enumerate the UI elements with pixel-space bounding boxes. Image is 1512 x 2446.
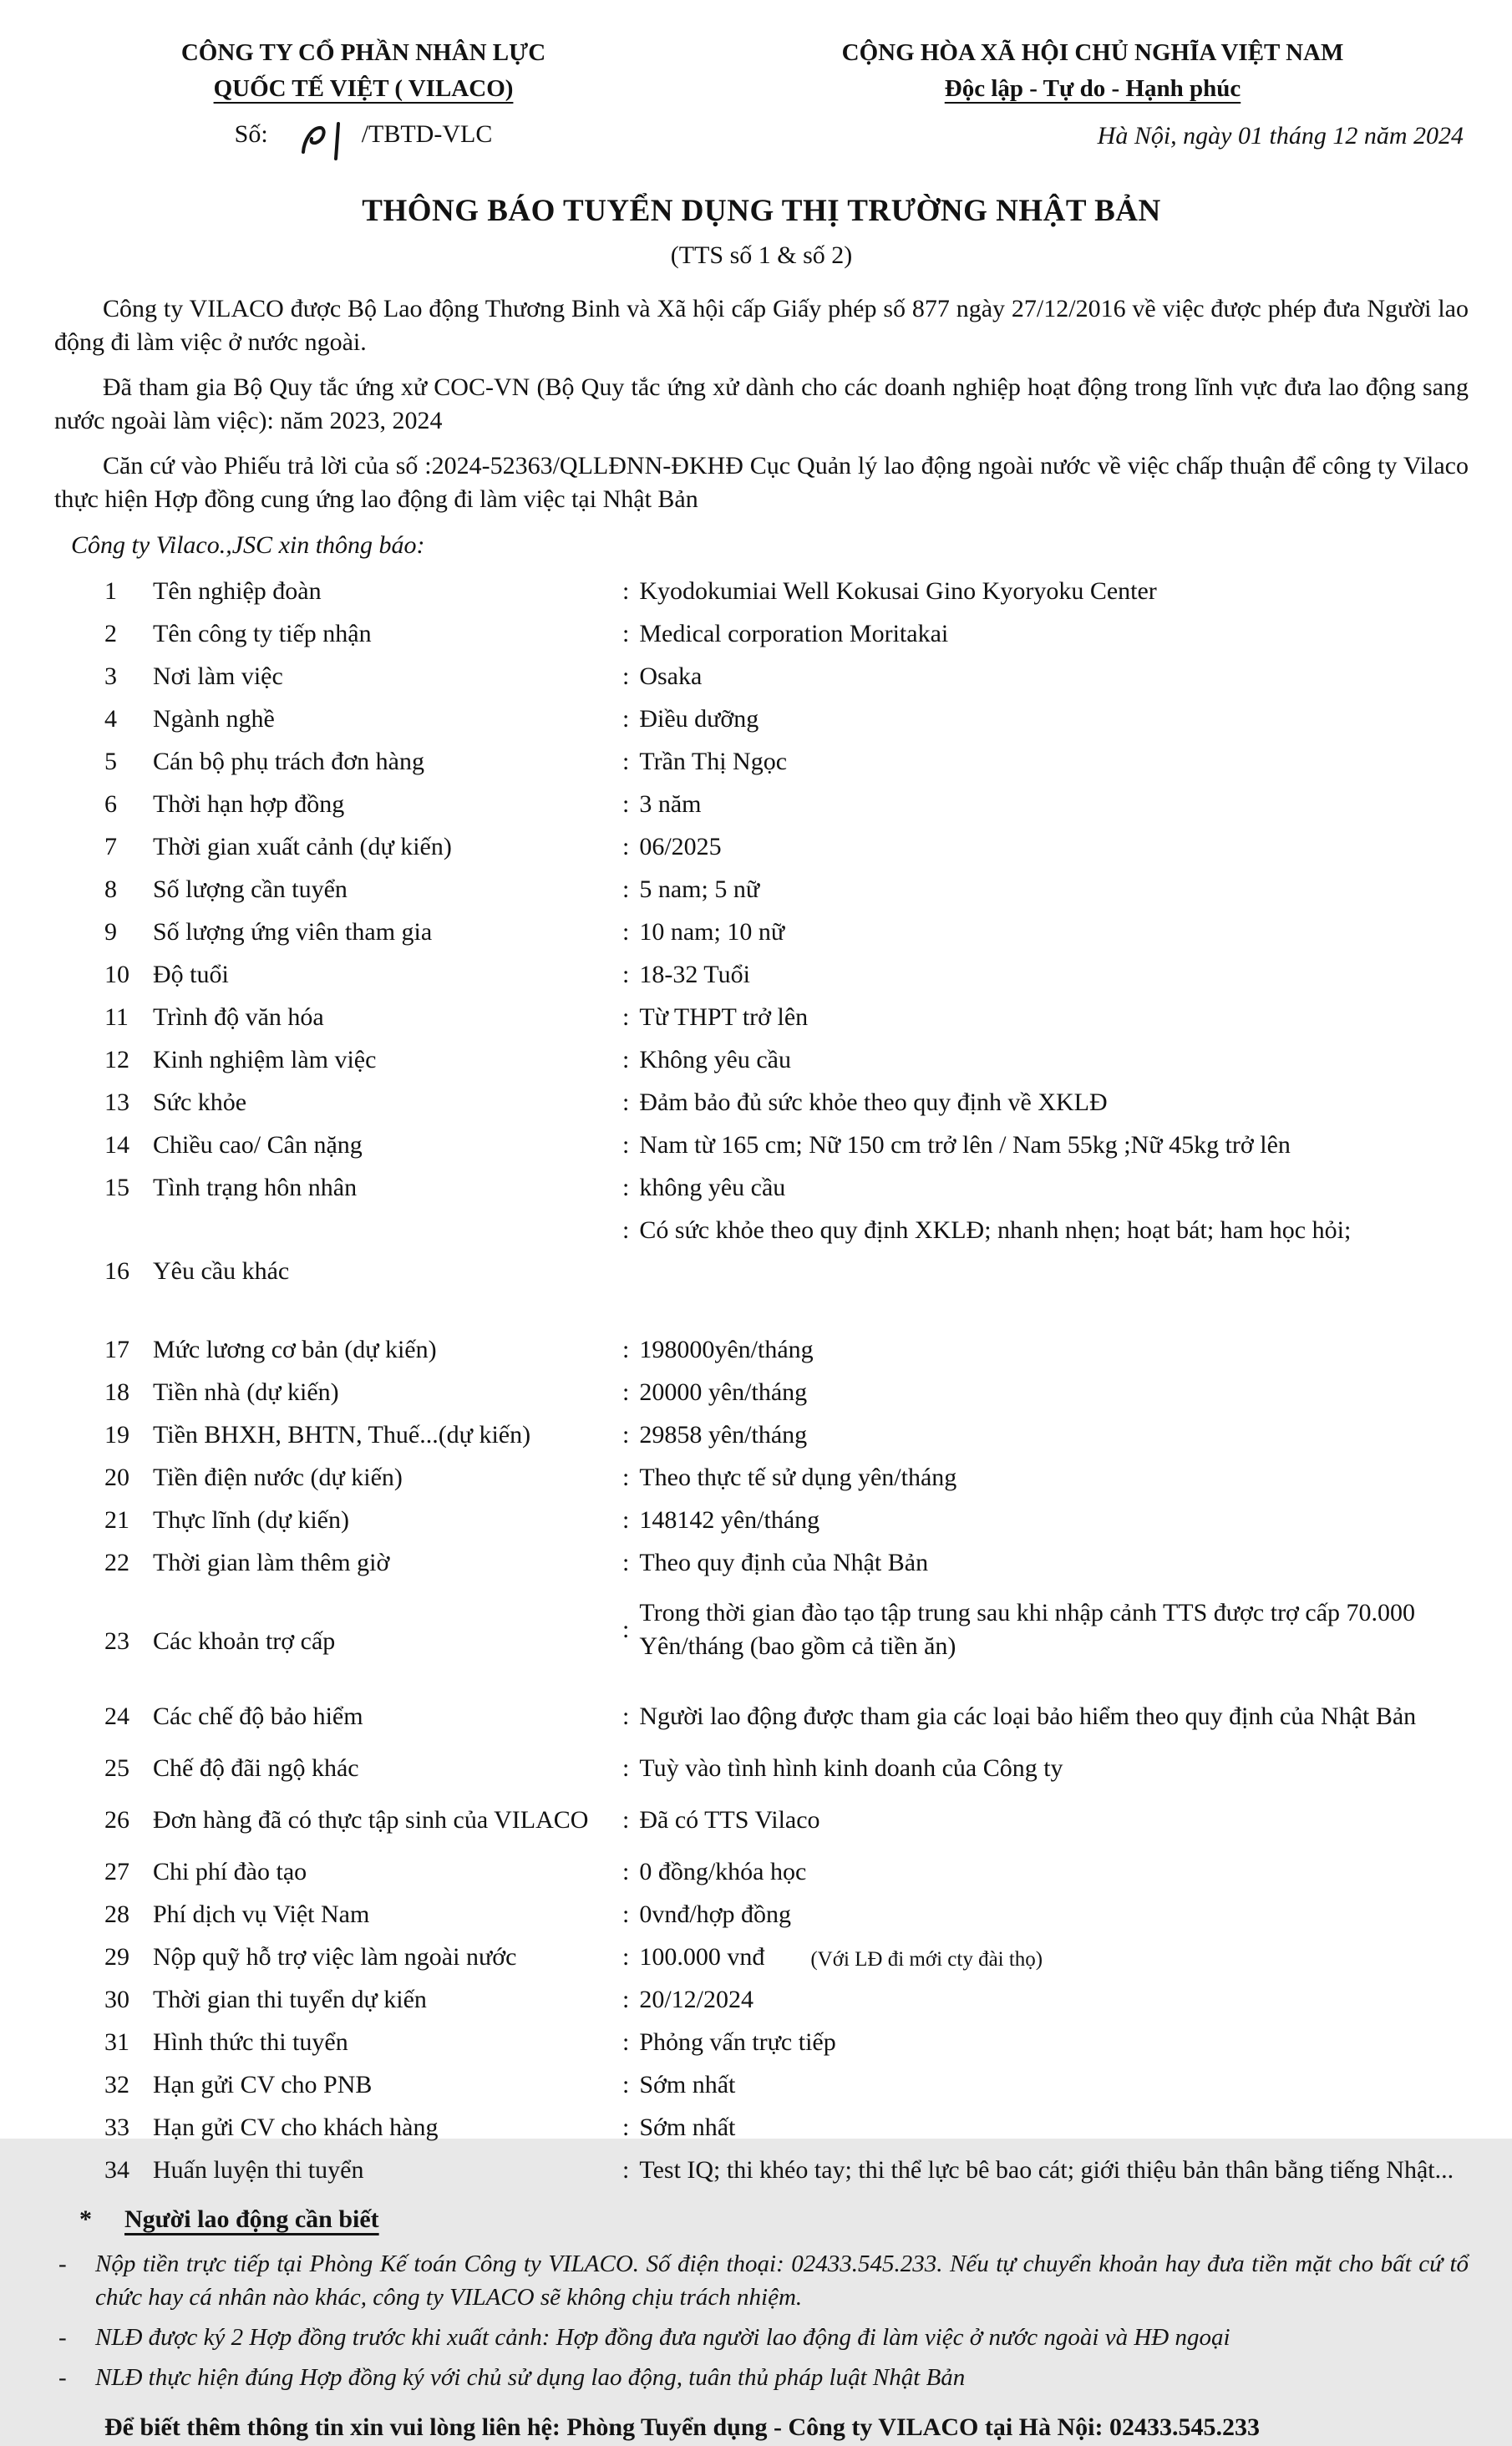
row-number: 12 — [104, 1046, 129, 1073]
row-value — [622, 1855, 1469, 1889]
row-value-text: Từ THPT trở lên — [639, 1003, 809, 1031]
row-value — [622, 1043, 1469, 1077]
row-label: Số lượng ứng viên tham gia — [153, 918, 433, 946]
row-value-text: 29858 yên/tháng — [639, 1421, 808, 1449]
document-header — [54, 35, 1469, 167]
row-value — [622, 1983, 1469, 2017]
worker-notes-list — [54, 2247, 1469, 2394]
colon-separator: : — [622, 2114, 630, 2141]
row-value — [622, 1941, 1469, 1977]
row-label: Kinh nghiệm làm việc — [153, 1046, 377, 1073]
document-number-label: Số: — [234, 120, 268, 148]
row-value — [622, 873, 1469, 906]
row-label: Thời hạn hợp đồng — [153, 790, 345, 818]
company-header-block — [104, 35, 622, 167]
colon-separator: : — [622, 833, 630, 860]
table-row — [54, 1504, 1469, 1542]
company-name-line1: CÔNG TY CỔ PHẦN NHÂN LỰC — [180, 39, 546, 66]
row-value — [622, 1171, 1469, 1205]
row-number: 6 — [104, 790, 117, 818]
colon-separator: : — [622, 1174, 630, 1201]
row-label: Thực lĩnh (dự kiến) — [153, 1506, 349, 1534]
info-table — [54, 575, 1469, 2192]
row-value-text: 18-32 Tuổi — [639, 961, 750, 988]
row-number: 30 — [104, 1986, 129, 2013]
colon-separator: : — [622, 1703, 630, 1730]
row-value — [622, 2026, 1469, 2059]
national-header-block — [717, 35, 1469, 155]
colon-separator: : — [622, 790, 630, 818]
table-row — [54, 1214, 1469, 1329]
page-subtitle: (TTS số 1 & số 2) — [670, 241, 853, 269]
row-number: 28 — [104, 1900, 129, 1928]
table-row — [54, 1546, 1469, 1585]
row-label: Thời gian thi tuyển dự kiến — [153, 1986, 427, 2013]
national-motto-line2: Độc lập - Tự do - Hạnh phúc — [944, 75, 1241, 102]
row-number: 25 — [104, 1754, 129, 1782]
row-value — [622, 660, 1469, 693]
row-value-text: 20000 yên/tháng — [639, 1378, 808, 1406]
row-label: Tiền nhà (dự kiến) — [153, 1378, 339, 1406]
row-value-text: 5 nam; 5 nữ — [639, 875, 760, 903]
colon-separator: : — [622, 1046, 630, 1073]
colon-separator: : — [622, 577, 630, 605]
row-label: Độ tuổi — [153, 961, 229, 988]
row-value — [622, 830, 1469, 864]
colon-separator: : — [622, 1003, 630, 1031]
table-row — [54, 1752, 1469, 1790]
colon-separator: : — [622, 2028, 630, 2056]
worker-note-text: NLĐ thực hiện đúng Hợp đồng ký với chủ sử dụng lao động, tuân thủ pháp luật Nhật Bản — [95, 2364, 966, 2391]
row-label: Sức khỏe — [153, 1089, 247, 1116]
row-value — [622, 1333, 1469, 1367]
row-label: Tên công ty tiếp nhận — [153, 620, 372, 647]
row-value-text: Không yêu cầu — [639, 1046, 791, 1073]
row-value — [622, 1752, 1469, 1785]
table-row — [54, 1376, 1469, 1414]
row-value-text: Người lao động được tham gia các loại bảo hiểm theo quy định của Nhật Bản — [639, 1703, 1417, 1730]
row-value-text: 10 nam; 10 nữ — [639, 918, 785, 946]
colon-separator: : — [622, 2156, 630, 2184]
row-number: 23 — [104, 1627, 129, 1655]
colon-separator: : — [622, 1464, 630, 1491]
table-row — [54, 1333, 1469, 1372]
row-value — [622, 1546, 1469, 1580]
table-row — [54, 1129, 1469, 1167]
intro-paragraphs — [54, 292, 1469, 516]
colon-separator: : — [622, 1616, 630, 1643]
row-value — [622, 1129, 1469, 1162]
colon-separator: : — [622, 1943, 630, 1971]
row-value-text: Có sức khỏe theo quy định XKLĐ; nhanh nhẹn; hoạt bát; ham học hỏi; — [639, 1216, 1352, 1244]
company-name-line2: QUỐC TẾ VIỆT ( VILACO) — [213, 75, 514, 102]
colon-separator: : — [622, 875, 630, 903]
row-number: 11 — [104, 1003, 129, 1031]
row-number: 26 — [104, 1806, 129, 1834]
intro-paragraph: Căn cứ vào Phiếu trả lời của số :2024-52363/QLLĐNN-ĐKHĐ Cục Quản lý lao động ngoài nước về việc chấp thuận để công ty Vilaco thực hiện Hợp đồng cung ứng lao động đi làm việc tại Nhật Bản — [54, 452, 1469, 513]
row-value-text: Đảm bảo đủ sức khỏe theo quy định về XKLĐ — [639, 1089, 1108, 1116]
row-number: 31 — [104, 2028, 129, 2056]
table-row — [54, 2154, 1469, 2192]
row-value-text: Theo quy định của Nhật Bản — [639, 1549, 929, 1576]
table-row — [54, 1941, 1469, 1979]
document-number-line — [104, 114, 622, 167]
row-value — [622, 788, 1469, 821]
row-number: 5 — [104, 748, 117, 775]
dash-bullet: - — [58, 2251, 67, 2277]
dash-bullet: - — [58, 2324, 67, 2351]
worker-note-item — [58, 2247, 1469, 2314]
row-number: 34 — [104, 2156, 129, 2184]
row-number: 9 — [104, 918, 117, 946]
row-value-text: 0 đồng/khóa học — [639, 1858, 807, 1885]
row-label: Thời gian xuất cảnh (dự kiến) — [153, 833, 452, 860]
row-value-text: 20/12/2024 — [639, 1986, 754, 2013]
colon-separator: : — [622, 2071, 630, 2098]
table-row — [54, 916, 1469, 954]
row-value-text: không yêu cầu — [639, 1174, 786, 1201]
row-value — [622, 617, 1469, 651]
table-row — [54, 2068, 1469, 2107]
worker-note-item — [58, 2361, 1469, 2394]
colon-separator: : — [622, 1806, 630, 1834]
row-value — [622, 703, 1469, 736]
row-value — [622, 1461, 1469, 1494]
row-label: Hạn gửi CV cho PNB — [153, 2071, 373, 2098]
row-value — [622, 1596, 1469, 1663]
row-label: Ngành nghề — [153, 705, 275, 733]
table-row — [54, 788, 1469, 826]
colon-separator: : — [622, 1216, 630, 1244]
row-value — [622, 916, 1469, 949]
row-value-text: Phỏng vấn trực tiếp — [639, 2028, 836, 2056]
table-row — [54, 660, 1469, 698]
row-value-text: Osaka — [639, 662, 703, 690]
table-row — [54, 1983, 1469, 2022]
row-number: 32 — [104, 2071, 129, 2098]
row-value — [622, 1214, 1469, 1247]
row-value — [622, 1418, 1469, 1452]
worker-note-text: NLĐ được ký 2 Hợp đồng trước khi xuất cảnh: Hợp đồng đưa người lao động đi làm việc ở nước ngoài và HĐ ngoại — [95, 2324, 1230, 2351]
row-label: Nơi làm việc — [153, 662, 283, 690]
row-value-text: 148142 yên/tháng — [639, 1506, 820, 1534]
dash-bullet: - — [58, 2364, 67, 2391]
table-row — [54, 958, 1469, 997]
row-value-text: Sớm nhất — [639, 2114, 736, 2141]
row-value-text: 3 năm — [639, 790, 702, 818]
colon-separator: : — [622, 705, 630, 733]
table-row — [54, 1086, 1469, 1124]
row-label: Thời gian làm thêm giờ — [153, 1549, 390, 1576]
table-row — [54, 703, 1469, 741]
contact-line: Để biết thêm thông tin xin vui lòng liên hệ: Phòng Tuyển dụng - Công ty VILACO tại Hà Nội: 02433.545.233 — [104, 2413, 1260, 2441]
row-number: 15 — [104, 1174, 129, 1201]
row-label: Tiền điện nước (dự kiến) — [153, 1464, 403, 1491]
row-value-text: 0vnđ/hợp đồng — [639, 1900, 792, 1928]
row-value-text: 198000yên/tháng — [639, 1336, 814, 1363]
star-mark: * — [79, 2205, 92, 2233]
row-value-text: Trần Thị Ngọc — [639, 748, 788, 775]
colon-separator: : — [622, 1506, 630, 1534]
row-label: Tình trạng hôn nhân — [153, 1174, 358, 1201]
row-value — [622, 745, 1469, 779]
row-value-text: 100.000 vnđ — [639, 1943, 765, 1971]
row-number: 29 — [104, 1943, 129, 1971]
row-number: 17 — [104, 1336, 129, 1363]
row-value-text: Theo thực tế sử dụng yên/tháng — [639, 1464, 957, 1491]
row-label: Phí dịch vụ Việt Nam — [153, 1900, 370, 1928]
table-row — [54, 1855, 1469, 1894]
colon-separator: : — [622, 1986, 630, 2013]
announcement-lead-line: Công ty Vilaco.,JSC xin thông báo: — [71, 531, 425, 559]
row-number: 27 — [104, 1858, 129, 1885]
row-value-text: Trong thời gian đào tạo tập trung sau khi nhập cảnh TTS được trợ cấp 70.000 Yên/tháng (bao gồm cả tiền ăn) — [639, 1599, 1416, 1660]
row-value-text: Nam từ 165 cm; Nữ 150 cm trở lên / Nam 55kg ;Nữ 45kg trở lên — [639, 1131, 1291, 1159]
table-row — [54, 745, 1469, 784]
row-number: 24 — [104, 1703, 129, 1730]
row-label: Tên nghiệp đoàn — [153, 577, 322, 605]
colon-separator: : — [622, 662, 630, 690]
row-value-text: Sớm nhất — [639, 2071, 736, 2098]
row-value-text: 06/2025 — [639, 833, 722, 860]
row-value — [622, 1804, 1469, 1837]
table-row — [54, 2111, 1469, 2149]
row-value-text: Kyodokumiai Well Kokusai Gino Kyoryoku Center — [639, 577, 1157, 605]
row-value — [622, 575, 1469, 608]
row-number: 20 — [104, 1464, 129, 1491]
worker-note-text: Nộp tiền trực tiếp tại Phòng Kế toán Công ty VILACO. Số điện thoại: 02433.545.233. Nếu tự chuyển khoản hay đưa tiền mặt cho bất cứ tổ chức hay cá nhân nào khác, công ty VILACO sẽ không chịu trách nhiệm. — [95, 2251, 1469, 2311]
row-label: Nộp quỹ hỗ trợ việc làm ngoài nước — [153, 1943, 517, 1971]
row-label: Chiều cao/ Cân nặng — [153, 1131, 363, 1159]
row-value-text: Điều dưỡng — [639, 705, 759, 733]
row-label: Chế độ đãi ngộ khác — [153, 1754, 359, 1782]
row-label: Mức lương cơ bản (dự kiến) — [153, 1336, 437, 1363]
row-label: Chi phí đào tạo — [153, 1858, 307, 1885]
colon-separator: : — [622, 1754, 630, 1782]
worker-note-item — [58, 2321, 1469, 2354]
row-label: Số lượng cần tuyển — [153, 875, 348, 903]
table-row — [54, 575, 1469, 613]
document-number-suffix: /TBTD-VLC — [361, 120, 493, 148]
row-value — [622, 1001, 1469, 1034]
colon-separator: : — [622, 748, 630, 775]
row-number: 16 — [104, 1257, 129, 1285]
row-value-text: Đã có TTS Vilaco — [639, 1806, 820, 1834]
page-title: THÔNG BÁO TUYỂN DỤNG THỊ TRƯỜNG NHẬT BẢN — [362, 194, 1161, 228]
row-number: 10 — [104, 961, 129, 988]
row-label: Các khoản trợ cấp — [153, 1627, 336, 1655]
row-value — [622, 2111, 1469, 2144]
colon-separator: : — [622, 1900, 630, 1928]
handwritten-number — [292, 115, 357, 167]
row-number: 1 — [104, 577, 117, 605]
row-label: Trình độ văn hóa — [153, 1003, 324, 1031]
national-motto-line1: CỘNG HÒA XÃ HỘI CHỦ NGHĨA VIỆT NAM — [841, 39, 1344, 66]
colon-separator: : — [622, 918, 630, 946]
table-row — [54, 2026, 1469, 2064]
table-row — [54, 1043, 1469, 1082]
colon-separator: : — [622, 1421, 630, 1449]
row-label: Tiền BHXH, BHTN, Thuế...(dự kiến) — [153, 1421, 531, 1449]
row-number: 13 — [104, 1089, 129, 1116]
table-row — [54, 1001, 1469, 1039]
row-value — [622, 2068, 1469, 2102]
row-number: 4 — [104, 705, 117, 733]
row-number: 19 — [104, 1421, 129, 1449]
colon-separator: : — [622, 1549, 630, 1576]
colon-separator: : — [622, 1378, 630, 1406]
intro-paragraph: Đã tham gia Bộ Quy tắc ứng xử COC-VN (Bộ Quy tắc ứng xử dành cho các doanh nghiệp hoạt động trong lĩnh vực đưa lao động sang nước ngoài làm việc): năm 2023, 2024 — [54, 373, 1469, 434]
table-row — [54, 1418, 1469, 1457]
document-date: Hà Nội, ngày 01 tháng 12 năm 2024 — [1097, 122, 1464, 150]
colon-separator: : — [622, 1089, 630, 1116]
row-value — [622, 1376, 1469, 1409]
row-number: 22 — [104, 1549, 129, 1576]
row-value — [622, 1898, 1469, 1931]
row-value-text: Tuỳ vào tình hình kinh doanh của Công ty — [639, 1754, 1063, 1782]
table-row — [54, 1700, 1469, 1738]
worker-notes-heading: Người lao động cần biết — [124, 2205, 379, 2233]
table-row — [54, 830, 1469, 869]
row-label: Hạn gửi CV cho khách hàng — [153, 2114, 439, 2141]
row-label: Hình thức thi tuyển — [153, 2028, 348, 2056]
row-number: 2 — [104, 620, 117, 647]
table-row — [54, 617, 1469, 656]
colon-separator: : — [622, 620, 630, 647]
row-label: Cán bộ phụ trách đơn hàng — [153, 748, 424, 775]
row-number: 18 — [104, 1378, 129, 1406]
table-row — [54, 1461, 1469, 1500]
intro-paragraph: Công ty VILACO được Bộ Lao động Thương Binh và Xã hội cấp Giấy phép số 877 ngày 27/12/2016 về việc được phép đưa Người lao động đi làm việc ở nước ngoài. — [54, 295, 1469, 356]
row-label: Huấn luyện thi tuyển — [153, 2156, 364, 2184]
colon-separator: : — [622, 1336, 630, 1363]
row-number: 3 — [104, 662, 117, 690]
table-row — [54, 873, 1469, 911]
row-label: Yêu cầu khác — [153, 1257, 290, 1285]
row-value-note: (Với LĐ đi mới cty đài thọ) — [810, 1948, 1043, 1971]
row-value-text: Test IQ; thi khéo tay; thi thể lực bê bao cát; giới thiệu bản thân bằng tiếng Nhật... — [639, 2156, 1454, 2184]
row-value — [622, 2154, 1469, 2187]
row-value — [622, 1700, 1469, 1733]
row-value — [622, 958, 1469, 992]
row-value-text: Medical corporation Moritakai — [639, 620, 949, 647]
row-number: 8 — [104, 875, 117, 903]
row-number: 33 — [104, 2114, 129, 2141]
table-row — [54, 1804, 1469, 1842]
colon-separator: : — [622, 1858, 630, 1885]
row-number: 21 — [104, 1506, 129, 1534]
row-value — [622, 1504, 1469, 1537]
row-number: 7 — [104, 833, 117, 860]
table-row — [54, 1898, 1469, 1936]
row-number: 14 — [104, 1131, 129, 1159]
row-label: Đơn hàng đã có thực tập sinh của VILACO — [153, 1806, 589, 1834]
table-row — [54, 1171, 1469, 1210]
colon-separator: : — [622, 1131, 630, 1159]
row-value — [622, 1086, 1469, 1119]
colon-separator: : — [622, 961, 630, 988]
worker-notes-heading-line — [79, 2200, 1469, 2239]
table-row — [54, 1596, 1469, 1687]
row-label: Các chế độ bảo hiểm — [153, 1703, 363, 1730]
